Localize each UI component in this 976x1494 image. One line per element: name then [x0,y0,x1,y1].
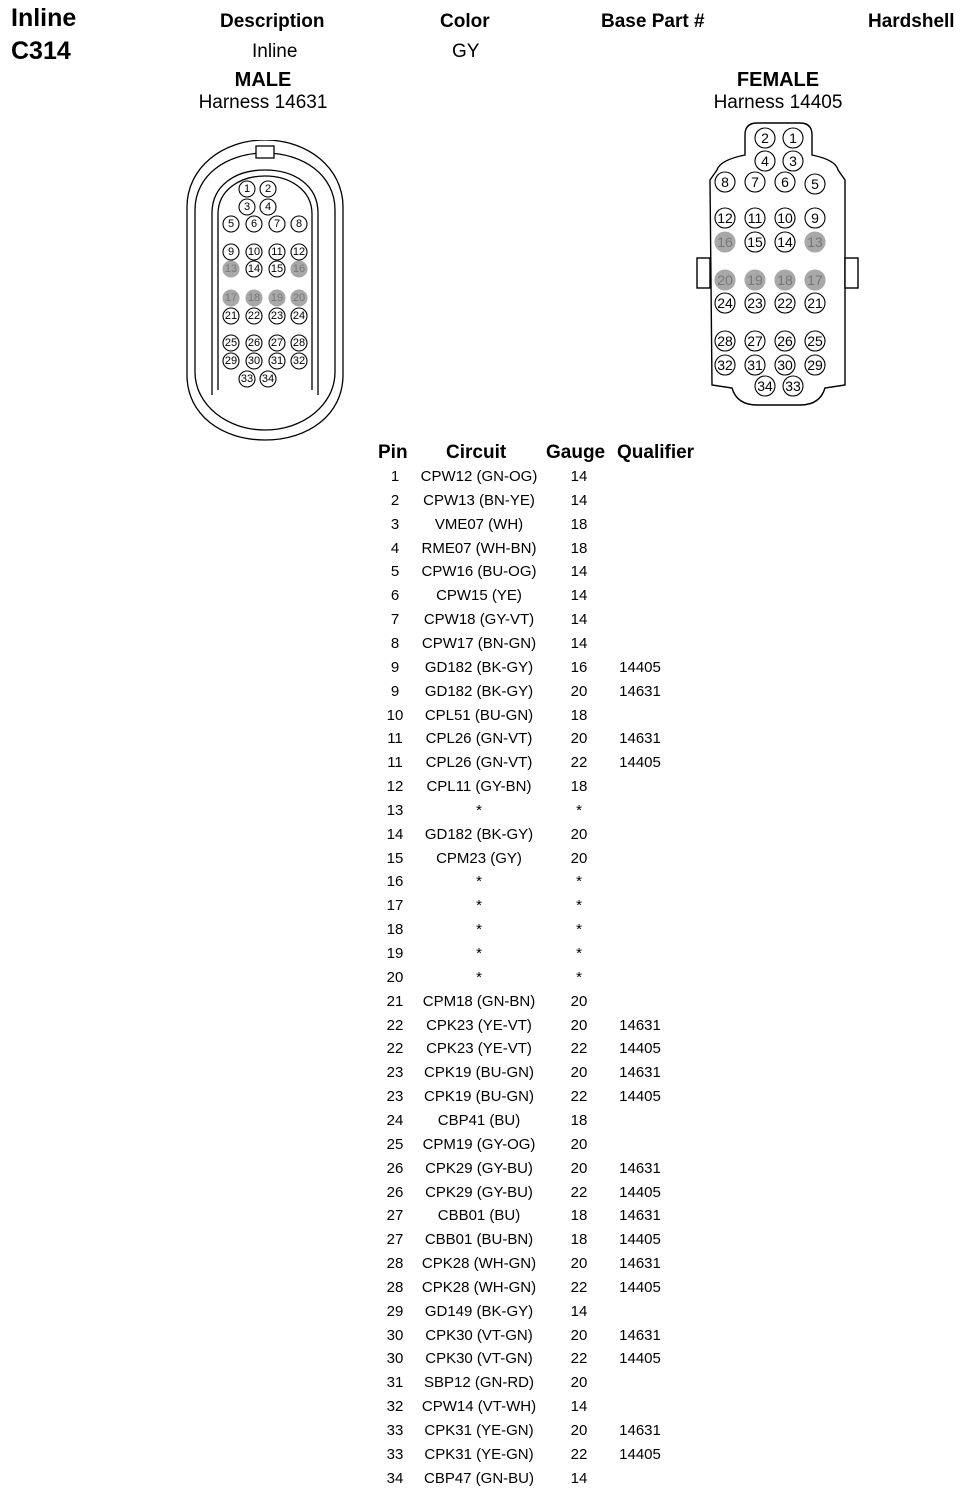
pin-cell: 17 [386,897,404,915]
table-row [0,635,976,659]
gauge-cell: 18 [570,778,588,796]
male-pin-label: 4 [264,201,272,213]
male-pin-label: 25 [224,337,238,349]
circuit-cell: CPK31 (YE-GN) [424,1422,534,1439]
pin-cell: 23 [386,1064,404,1082]
female-pin-label: 33 [785,378,801,394]
table-row [0,1303,976,1327]
gauge-cell: 14 [570,611,588,629]
table-row [0,492,976,516]
pin-cell: 16 [386,873,404,891]
male-connector-diagram [180,140,350,445]
circuit-cell: CPL26 (GN-VT) [425,730,533,748]
female-pin-label: 14 [777,234,793,250]
pin-cell: 3 [390,515,400,533]
table-row [0,826,976,850]
qualifier-cell: 14405 [619,1350,661,1368]
gauge-cell: 14 [570,563,588,581]
table-row [0,1446,976,1470]
pin-cell: 19 [386,945,404,962]
color-value: GY [452,41,480,62]
pin-cell: 8 [390,634,400,652]
gauge-cell: 22 [570,754,588,772]
table-row [0,1017,976,1041]
female-pin-label: 23 [747,295,763,311]
table-row [0,873,976,897]
table-row [0,897,976,921]
qualifier-cell: 14405 [619,658,661,676]
pin-cell: 1 [390,468,400,485]
circuit-cell: CPW15 (YE) [436,587,522,605]
gauge-cell: 18 [570,1207,588,1225]
female-pin-label: 32 [717,357,733,373]
circuit-cell: CPM18 (GN-BN) [422,992,536,1010]
base-part-header: Base Part # [601,11,705,32]
gauge-cell: 22 [570,1350,588,1368]
female-pin-label: 20 [717,272,733,288]
gauge-cell: 20 [570,1374,588,1392]
circuit-cell: RME07 (WH-BN) [421,539,537,557]
male-pin-label: 13 [224,263,238,275]
pin-cell: 25 [386,1135,404,1153]
pin-cell: 22 [386,1040,404,1058]
circuit-cell: CPK29 (GY-BU) [425,1159,533,1177]
female-pin-label: 3 [789,153,797,169]
gauge-cell: 22 [570,1445,588,1463]
circuit-cell: CPK23 (YE-VT) [426,1016,532,1034]
table-row [0,1327,976,1351]
circuit-cell: CPK19 (BU-GN) [423,1088,535,1106]
pin-cell: 11 [387,730,403,748]
pin-cell: 20 [386,968,404,986]
male-pin-label: 7 [273,218,281,230]
pin-cell: 18 [386,921,404,939]
gauge-cell: 18 [570,1111,588,1129]
circuit-cell: CPW16 (BU-OG) [421,563,537,581]
hardshell-header: Hardshell [868,11,955,32]
gauge-cell: 14 [570,491,588,509]
pin-cell: 30 [386,1326,404,1344]
gauge-cell: 20 [570,1135,588,1153]
circuit-cell: CPK19 (BU-GN) [423,1064,535,1082]
table-row [0,1112,976,1136]
female-pin-label: 34 [757,378,773,394]
female-pin-label: 27 [747,333,763,349]
table-row [0,921,976,945]
pin-cell: 32 [386,1398,404,1416]
male-pin-label: 34 [261,373,275,385]
qualifier-cell: 14631 [619,1207,661,1225]
circuit-cell: CPK23 (YE-VT) [426,1040,532,1058]
pin-cell: 26 [386,1159,404,1177]
connector-id: C314 [11,37,71,65]
table-row [0,516,976,540]
pin-cell: 31 [386,1374,404,1392]
pin-cell: 27 [386,1207,404,1225]
female-pin-label: 9 [811,210,819,226]
circuit-cell: VME07 (WH) [434,515,524,533]
table-row [0,945,976,969]
gauge-cell: * [576,921,582,939]
female-pin-label: 26 [777,333,793,349]
pin-cell: 7 [390,611,400,629]
female-pin-label: 10 [777,210,793,226]
qualifier-cell: 14631 [619,1255,661,1273]
female-pin-label: 22 [777,295,793,311]
table-row [0,993,976,1017]
gauge-cell: * [576,873,582,891]
circuit-cell: * [476,873,482,891]
pin-cell: 34 [386,1469,404,1487]
table-row [0,1231,976,1255]
circuit-cell: CPK28 (WH-GN) [421,1278,537,1296]
female-pin-label: 6 [781,174,789,190]
pin-cell: 9 [390,658,400,676]
circuit-cell: CPK30 (VT-GN) [425,1326,533,1344]
pin-cell: 24 [386,1111,404,1129]
male-pin-label: 30 [247,355,261,367]
description-value: Inline [252,41,298,62]
table-row [0,754,976,778]
circuit-cell: CPK30 (VT-GN) [425,1350,533,1368]
circuit-cell: * [476,945,482,962]
male-pin-label: 5 [227,218,235,230]
circuit-cell: CPW12 (GN-OG) [420,468,538,485]
circuit-cell: CPM23 (GY) [436,849,522,867]
table-row [0,1422,976,1446]
gauge-cell: 22 [570,1040,588,1058]
female-pin-label: 31 [747,357,763,373]
pin-cell: 26 [386,1183,404,1201]
qualifier-cell: 14631 [619,730,661,748]
circuit-cell: CPW18 (GY-VT) [423,611,535,629]
pin-cell: 2 [390,491,400,509]
table-row [0,587,976,611]
table-row [0,683,976,707]
gauge-cell: 18 [570,539,588,557]
gauge-cell: 14 [570,634,588,652]
table-row [0,563,976,587]
circuit-cell: GD182 (BK-GY) [424,658,534,676]
pin-cell: 30 [386,1350,404,1368]
pin-cell: 5 [390,563,400,581]
circuit-cell: CPW17 (BN-GN) [421,634,537,652]
table-row [0,1088,976,1112]
male-key [256,146,274,158]
male-pin-label: 15 [270,263,284,275]
table-row [0,540,976,564]
female-pin-label: 13 [807,234,823,250]
female-pin-label: 7 [751,174,759,190]
female-pin-label: 16 [717,234,733,250]
table-header-circuit: Circuit [446,442,507,463]
female-connector-diagram [690,115,860,415]
pin-cell: 11 [387,754,403,772]
qualifier-cell: 14405 [619,1088,661,1106]
gauge-cell: 18 [570,1231,588,1249]
gauge-cell: 20 [570,682,588,700]
female-pin-label: 2 [761,130,769,146]
female-pin-label: 28 [717,333,733,349]
gauge-cell: 22 [570,1088,588,1106]
table-header-gauge: Gauge [546,442,606,463]
table-row [0,730,976,754]
gauge-cell: 20 [570,1159,588,1177]
pin-cell: 28 [386,1278,404,1296]
table-row [0,1207,976,1231]
description-header: Description [220,11,325,32]
gauge-cell: 20 [570,1064,588,1082]
qualifier-cell: 14631 [619,1422,661,1439]
circuit-cell: CPL26 (GN-VT) [425,754,533,772]
female-pin-label: 12 [717,210,733,226]
male-pin-label: 20 [292,292,306,304]
female-left-latch [697,258,710,288]
female-pin-label: 5 [811,176,819,192]
male-pin-label: 10 [247,246,261,258]
gauge-cell: 22 [570,1278,588,1296]
female-pin-label: 15 [747,234,763,250]
circuit-cell: GD182 (BK-GY) [424,825,534,843]
male-pin-label: 12 [292,246,306,258]
pin-cell: 33 [386,1445,404,1463]
male-pin-label: 18 [247,292,261,304]
gauge-cell: 20 [570,1422,588,1439]
female-pin-label: 19 [747,272,763,288]
male-pin-label: 1 [243,183,251,195]
qualifier-cell: 14405 [619,1445,661,1463]
circuit-cell: CPL51 (BU-GN) [424,706,534,724]
gauge-cell: 14 [570,587,588,605]
gauge-cell: 20 [570,992,588,1010]
gauge-cell: * [576,945,582,962]
table-row [0,1374,976,1398]
circuit-cell: * [476,801,482,819]
circuit-cell: CPK28 (WH-GN) [421,1255,537,1273]
gauge-cell: 14 [570,1469,588,1487]
table-row [0,611,976,635]
qualifier-cell: 14405 [619,1278,661,1296]
gauge-cell: 22 [570,1183,588,1201]
gauge-cell: 14 [570,468,588,485]
female-pin-label: 25 [807,333,823,349]
table-row [0,1184,976,1208]
table-row [0,850,976,874]
pin-cell: 10 [386,706,404,724]
circuit-cell: CBP47 (GN-BU) [423,1469,535,1487]
male-pin-label: 27 [270,337,284,349]
circuit-cell: * [476,921,482,939]
gauge-cell: * [576,968,582,986]
table-row [0,1040,976,1064]
female-pin-label: 8 [721,174,729,190]
qualifier-cell: 14631 [619,1159,661,1177]
table-row [0,659,976,683]
circuit-cell: CPL11 (GY-BN) [426,778,532,796]
gauge-cell: 14 [570,1302,588,1320]
male-label: MALE [234,69,292,91]
male-pin-label: 29 [224,355,238,367]
circuit-cell: CBP41 (BU) [437,1111,521,1129]
gauge-cell: 18 [570,515,588,533]
table-row [0,1470,976,1494]
qualifier-cell: 14631 [619,1064,661,1082]
female-pin-label: 30 [777,357,793,373]
circuit-cell: CPM19 (GY-OG) [422,1135,536,1153]
table-row [0,778,976,802]
gauge-cell: 20 [570,1326,588,1344]
table-header-qualifier: Qualifier [617,442,695,463]
male-pin-label: 22 [247,310,261,322]
table-row [0,1279,976,1303]
male-pin-label: 8 [295,218,303,230]
male-pin-label: 31 [270,355,284,367]
table-row [0,1136,976,1160]
male-pin-label: 16 [292,263,306,275]
table-header-pin: Pin [378,442,408,463]
pin-cell: 29 [386,1302,404,1320]
gauge-cell: 14 [570,1398,588,1416]
qualifier-cell: 14405 [619,754,661,772]
female-pin-label: 18 [777,272,793,288]
pin-cell: 12 [386,778,404,796]
pin-cell: 27 [386,1231,404,1249]
circuit-cell: CPW14 (VT-WH) [421,1398,537,1416]
circuit-cell: GD149 (BK-GY) [424,1302,534,1320]
circuit-cell: CBB01 (BU) [437,1207,521,1225]
gauge-cell: 20 [570,849,588,867]
male-pin-label: 19 [270,292,284,304]
pin-cell: 21 [386,992,404,1010]
circuit-cell: CPK29 (GY-BU) [425,1183,533,1201]
table-row [0,1064,976,1088]
qualifier-cell: 14631 [619,1326,661,1344]
female-right-latch [845,258,858,288]
female-label: FEMALE [736,69,820,91]
qualifier-cell: 14631 [619,1016,661,1034]
female-pin-label: 21 [807,295,823,311]
male-pin-label: 17 [224,292,238,304]
pin-cell: 13 [386,801,404,819]
gauge-cell: 16 [570,658,588,676]
female-pin-label: 17 [807,272,823,288]
table-row [0,969,976,993]
table-row [0,707,976,731]
female-pin-label: 24 [717,295,733,311]
gauge-cell: * [576,897,582,915]
pin-cell: 28 [386,1255,404,1273]
pin-cell: 23 [386,1088,404,1106]
table-row [0,1350,976,1374]
pin-cell: 6 [390,587,400,605]
pin-cell: 15 [386,849,404,867]
male-pin-label: 3 [243,201,251,213]
male-pin-label: 11 [271,246,283,258]
male-pin-label: 21 [224,310,238,322]
female-harness: Harness 14405 [713,92,843,113]
male-pin-label: 9 [227,246,235,258]
pin-cell: 9 [390,682,400,700]
pin-cell: 33 [386,1422,404,1439]
pin-cell: 14 [386,825,404,843]
gauge-cell: 20 [570,825,588,843]
table-row [0,802,976,826]
female-pin-label: 1 [789,130,797,146]
pin-cell: 22 [386,1016,404,1034]
male-pin-label: 28 [292,337,306,349]
male-pin-label: 14 [247,263,261,275]
male-pin-label: 6 [250,218,258,230]
circuit-cell: * [476,897,482,915]
circuit-cell: CPW13 (BN-YE) [423,491,535,509]
table-row [0,468,976,492]
male-pin-label: 33 [240,373,254,385]
qualifier-cell: 14405 [619,1183,661,1201]
qualifier-cell: 14405 [619,1231,661,1249]
circuit-cell: CBB01 (BU-BN) [424,1231,534,1249]
gauge-cell: 20 [570,1016,588,1034]
gauge-cell: * [576,801,582,819]
female-pin-label: 11 [747,210,763,226]
male-pin-label: 23 [270,310,284,322]
gauge-cell: 20 [570,730,588,748]
male-pin-label: 24 [292,310,306,322]
female-pin-label: 29 [807,357,823,373]
table-row [0,1255,976,1279]
circuit-cell: GD182 (BK-GY) [424,682,534,700]
male-pin-label: 32 [292,355,306,367]
male-pin-label: 2 [264,183,272,195]
qualifier-cell: 14405 [619,1040,661,1058]
circuit-cell: CPK31 (YE-GN) [424,1445,534,1463]
table-row [0,1398,976,1422]
qualifier-cell: 14631 [619,682,661,700]
connector-type: Inline [11,4,77,32]
female-pin-label: 4 [761,153,769,169]
color-header: Color [440,11,490,32]
circuit-cell: * [476,968,482,986]
pin-cell: 4 [390,539,400,557]
male-harness: Harness 14631 [198,92,328,113]
gauge-cell: 20 [570,1255,588,1273]
gauge-cell: 18 [570,706,588,724]
circuit-cell: SBP12 (GN-RD) [423,1374,535,1392]
male-pin-label: 26 [247,337,261,349]
table-row [0,1160,976,1184]
